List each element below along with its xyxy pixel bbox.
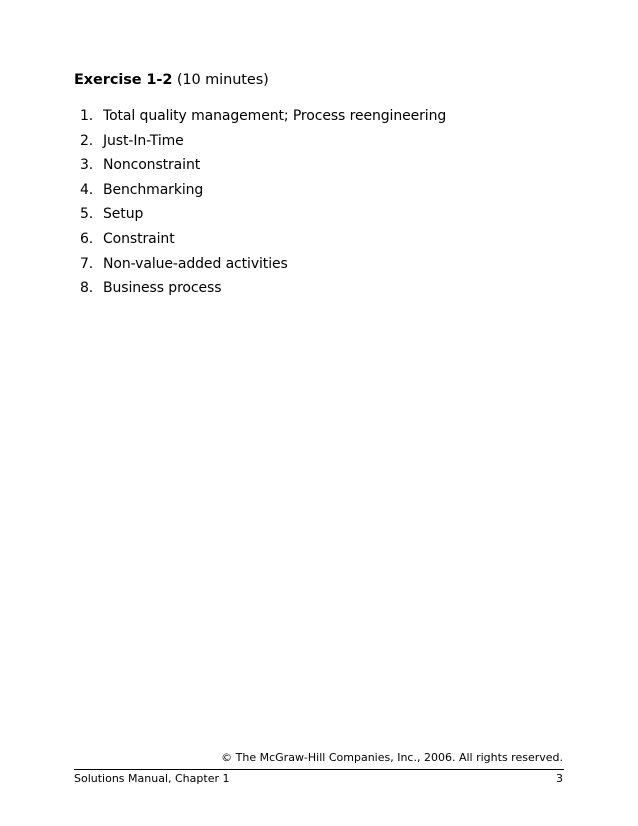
item-number: 2.: [80, 132, 94, 149]
item-text: Business process: [103, 280, 222, 297]
item-text: Nonconstraint: [103, 157, 201, 174]
item-text: Total quality management; Process reengineering: [103, 108, 447, 124]
copyright-notice: © The McGraw-Hill Companies, Inc., 2006. All rights reserved.: [221, 751, 563, 764]
footer-divider: [74, 769, 564, 770]
item-number: 8.: [80, 280, 94, 297]
item-text: Non-value-added activities: [103, 255, 288, 272]
exercise-duration: (10 minutes): [176, 72, 269, 88]
item-text: Setup: [103, 206, 144, 223]
exercise-title: Exercise 1-2: [74, 72, 173, 88]
item-number: 3.: [80, 157, 94, 174]
item-number: 1.: [80, 108, 94, 124]
item-number: 7.: [80, 255, 94, 272]
item-number: 4.: [80, 181, 94, 198]
item-text: Just-In-Time: [103, 132, 184, 149]
item-number: 6.: [80, 230, 94, 247]
item-number: 5.: [80, 206, 94, 223]
page-number: 3: [556, 772, 563, 785]
footer-source: Solutions Manual, Chapter 1: [74, 772, 230, 785]
item-text: Benchmarking: [103, 181, 204, 198]
item-text: Constraint: [103, 230, 175, 247]
exercise-heading: [74, 72, 269, 88]
